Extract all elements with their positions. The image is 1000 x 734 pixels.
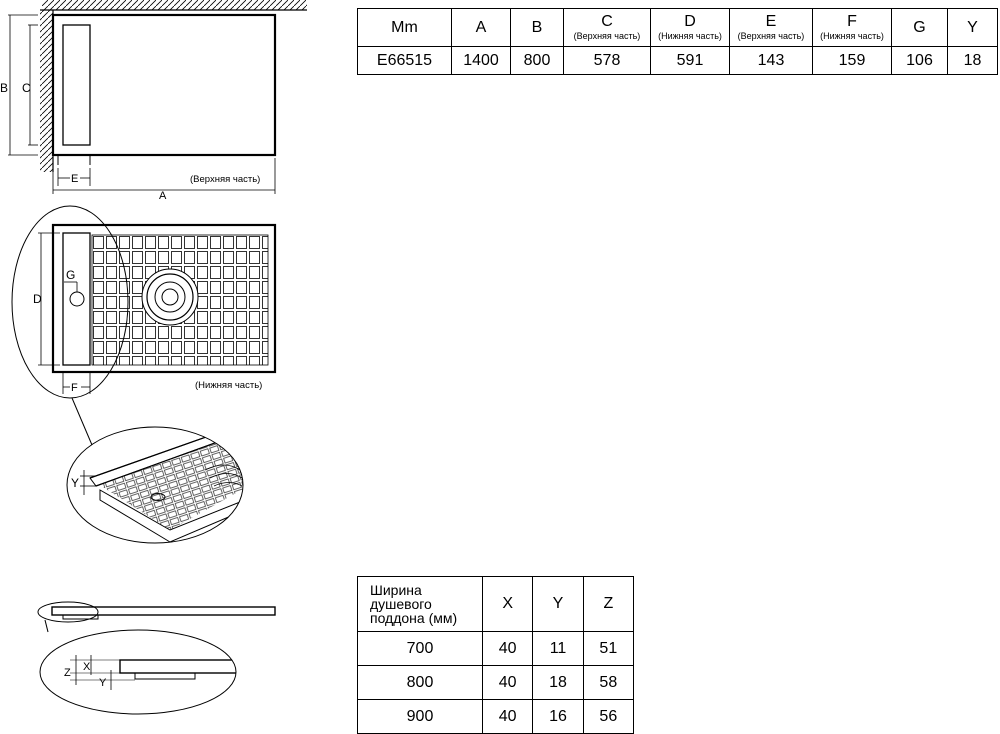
header-cell: G bbox=[892, 9, 948, 47]
value-cell: 40 bbox=[483, 632, 533, 666]
value-cell: 56 bbox=[583, 700, 633, 734]
value-cell: 1400 bbox=[452, 47, 511, 75]
side-profile bbox=[38, 602, 275, 714]
value-cell: 16 bbox=[533, 700, 583, 734]
label-C: C bbox=[22, 81, 31, 95]
value-cell: 11 bbox=[533, 632, 583, 666]
header-cell: Y bbox=[533, 577, 583, 632]
header-cell: C (Верхняя часть) bbox=[564, 9, 651, 47]
value-cell: 106 bbox=[892, 47, 948, 75]
tray-row bbox=[358, 632, 634, 666]
value-cell: 700 bbox=[358, 632, 483, 666]
label-X: X bbox=[83, 661, 91, 673]
profile-slab bbox=[52, 607, 275, 615]
tray-top-channel bbox=[63, 25, 90, 145]
label-A: A bbox=[159, 190, 167, 202]
value-cell: 900 bbox=[358, 700, 483, 734]
value-cell: 51 bbox=[583, 632, 633, 666]
value-cell: 18 bbox=[533, 666, 583, 700]
dimensions-value-row bbox=[358, 47, 998, 75]
header-cell: Y bbox=[948, 9, 998, 47]
value-cell: 143 bbox=[730, 47, 813, 75]
value-cell: 58 bbox=[583, 666, 633, 700]
label-D: D bbox=[33, 292, 42, 306]
tray-bottom-channel bbox=[63, 233, 90, 365]
top-view bbox=[0, 0, 307, 202]
header-cell: E (Верхняя часть) bbox=[730, 9, 813, 47]
header-cell: Mm bbox=[358, 9, 452, 47]
tray-top-outline bbox=[53, 15, 275, 155]
wall-hatch-top bbox=[42, 0, 307, 10]
bottom-view bbox=[12, 206, 275, 445]
label-E: E bbox=[71, 173, 79, 185]
header-cell: B bbox=[511, 9, 564, 47]
header-cell: D (Нижняя часть) bbox=[651, 9, 730, 47]
value-cell: 40 bbox=[483, 700, 533, 734]
header-cell: Ширина душевого поддона (мм) bbox=[358, 577, 483, 632]
label-Y-detail: Y bbox=[71, 476, 80, 490]
tray-header-row bbox=[358, 577, 634, 632]
header-cell: F (Нижняя часть) bbox=[813, 9, 892, 47]
caption-top: (Верхняя часть) bbox=[190, 174, 261, 185]
label-Y-profile: Y bbox=[99, 677, 107, 689]
value-cell: 18 bbox=[948, 47, 998, 75]
header-cell: A bbox=[452, 9, 511, 47]
header-cell: Z bbox=[583, 577, 633, 632]
label-Z: Z bbox=[64, 667, 71, 679]
tray-row bbox=[358, 666, 634, 700]
label-G: G bbox=[66, 268, 76, 282]
hole-icon bbox=[70, 292, 84, 306]
tray-row bbox=[358, 700, 634, 734]
value-cell: 591 bbox=[651, 47, 730, 75]
value-cell: 159 bbox=[813, 47, 892, 75]
header-cell: X bbox=[483, 577, 533, 632]
label-B: B bbox=[0, 81, 9, 95]
value-cell: 578 bbox=[564, 47, 651, 75]
value-cell: 800 bbox=[511, 47, 564, 75]
dimensions-header-row bbox=[358, 9, 998, 47]
caption-bottom: (Нижняя часть) bbox=[195, 380, 263, 391]
value-cell: 800 bbox=[358, 666, 483, 700]
wall-hatch-left bbox=[40, 10, 53, 172]
value-cell: 40 bbox=[483, 666, 533, 700]
perspective-detail bbox=[67, 425, 245, 543]
label-F: F bbox=[71, 382, 78, 394]
value-cell: E66515 bbox=[358, 47, 452, 75]
dimensions-table bbox=[357, 8, 998, 75]
tray-width-table bbox=[357, 576, 634, 734]
